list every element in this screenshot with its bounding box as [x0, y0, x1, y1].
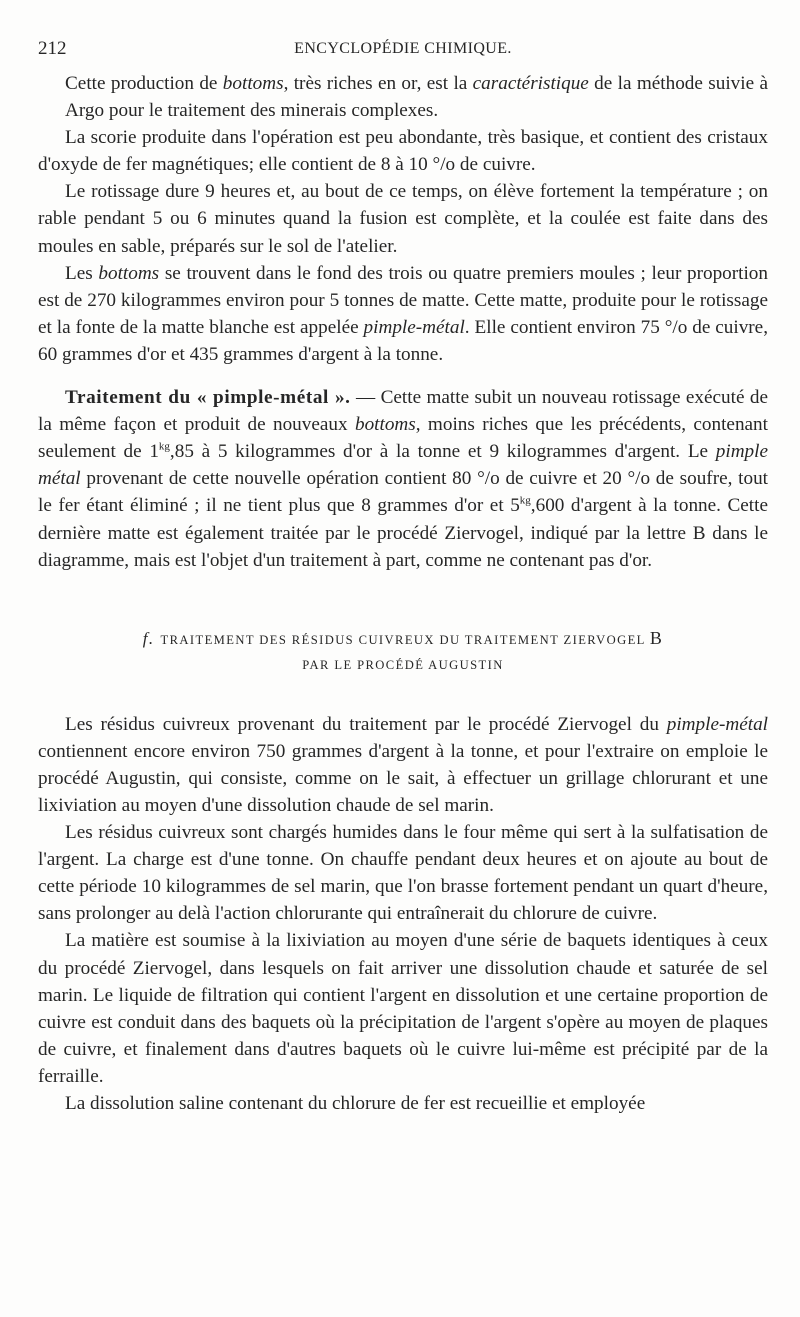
italic-term: caractéristique — [472, 73, 589, 94]
text-run: provenant de cette nouvelle opération contient 80 °/o de cuivre et 20 °/o de soufre, tout le fer étant éliminé ; il ne tient plus que 8 grammes d'or et 5 — [38, 468, 768, 517]
page-number: 212 — [38, 38, 67, 59]
text-run: , moins riches que les précédents, contenant seulement de 1 — [38, 414, 768, 463]
subsection-letter: f. — [142, 628, 155, 648]
page-header — [38, 38, 768, 62]
subsection-title-text: TRAITEMENT DES RÉSIDUS CUIVREUX DU TRAITEMENT ZIERVOGEL — [160, 632, 646, 647]
italic-term: pimple-métal — [666, 713, 768, 735]
paragraph-1 — [38, 70, 768, 124]
text-run: Les résidus cuivreux provenant du traitement par le procédé Ziervogel du — [65, 713, 667, 735]
text-run: contiennent encore environ 750 grammes d'argent à la tonne, et pour l'extraire on emploie le procédé Augustin, qui consiste, comme on le sait, à effectuer un grillage chlorurant et une lixiviation au moyen d'une dissolution chaude de sel marin. — [38, 740, 768, 816]
text-run: . Elle contient environ 75 °/o de cuivre, 60 grammes d'or et 435 grammes d'argent à la tonne. — [38, 316, 768, 365]
text-run: ,600 d'argent à la tonne. Cette dernière matte est également traitée par le procédé Ziervogel, indiqué par la lettre B dans le diagramme, mais est l'objet d'un traitement à part, comme ne contenant pas d'or. — [38, 495, 768, 571]
text-run: — Cette matte subit un nouveau rotissage exécuté de la même façon et produit de nouveaux — [38, 387, 768, 436]
paragraph-4 — [38, 260, 768, 368]
subsection-heading — [38, 626, 768, 678]
italic-term: pimple-métal — [363, 316, 465, 338]
section-title: Traitement du « pimple-métal ». — [65, 387, 351, 409]
paragraph-2: La scorie produite dans l'opération est peu abondante, très basique, et contient des cristaux d'oxyde de fer magnétiques; elle contient de 8 à 10 °/o de cuivre. — [38, 127, 768, 176]
running-title: ENCYCLOPÉDIE CHIMIQUE. — [294, 40, 512, 57]
text-run: de la méthode suivie à Argo pour le traitement des minerais complexes. — [65, 73, 768, 122]
text-run: Les — [65, 262, 99, 284]
text-run: se trouvent dans le fond des trois ou quatre premiers moules ; leur proportion est de 270 kilogrammes environ pour 5 tonnes de matte. Cette matte, produite pour le rotissage et la fonte de la matte blanche est appelée — [38, 262, 768, 338]
subsection-title-letter: B — [649, 627, 664, 648]
paragraph-7: Les résidus cuivreux sont chargés humides dans le four même qui sert à la sulfatisation de l'argent. La charge est d'une tonne. On chauffe pendant deux heures et on ajoute au bout de cette période 10 kilogrammes de sel marin, que l'on brasse fortement pendant un quart d'heure, sans prolonger au delà l'action chlorurante qui entraînerait du chlorure de cuivre. — [38, 822, 768, 925]
subsection-heading-line-2: PAR LE PROCÉDÉ AUGUSTIN — [302, 657, 504, 672]
italic-term: bottoms — [98, 262, 160, 284]
body-text — [38, 70, 768, 1117]
paragraph-9: La dissolution saline contenant du chlorure de fer est recueillie et employée — [65, 1093, 646, 1114]
paragraph-3: Le rotissage dure 9 heures et, au bout de ce temps, on élève fortement la température ; on rable pendant 5 ou 6 minutes quand la fusion est complète, et la coulée est faite dans des moules en sable, préparés sur le sol de l'atelier. — [38, 181, 768, 257]
text-run: ,85 à 5 kilogrammes d'or à la tonne et 9 kilogrammes d'argent. Le — [169, 441, 716, 463]
paragraph-5 — [38, 384, 768, 574]
unit-superscript: kg — [519, 495, 531, 508]
italic-term: bottoms — [354, 414, 416, 436]
unit-superscript: kg — [158, 440, 170, 453]
italic-term: bottoms — [222, 73, 284, 94]
text-run: Cette production de — [65, 73, 223, 94]
paragraph-8: La matière est soumise à la lixiviation au moyen d'une série de baquets identiques à ceux du procédé Ziervogel, dans lesquels on fait arriver une dissolution chaude et saturée de sel marin. Le liquide de filtration qui contient l'argent en dissolution et une certaine proportion de cuivre est conduit dans des baquets où la précipitation de l'argent s'opère au moyen de plaques de cuivre, et finalement dans d'autres baquets où le cuivre lui-même est précipité par de la ferraille. — [38, 930, 768, 1087]
subsection-heading-line-1 — [38, 626, 768, 653]
text-run: , très riches en or, est la — [283, 73, 473, 94]
italic-term: pimple métal — [38, 441, 768, 490]
paragraph-6 — [38, 711, 768, 819]
